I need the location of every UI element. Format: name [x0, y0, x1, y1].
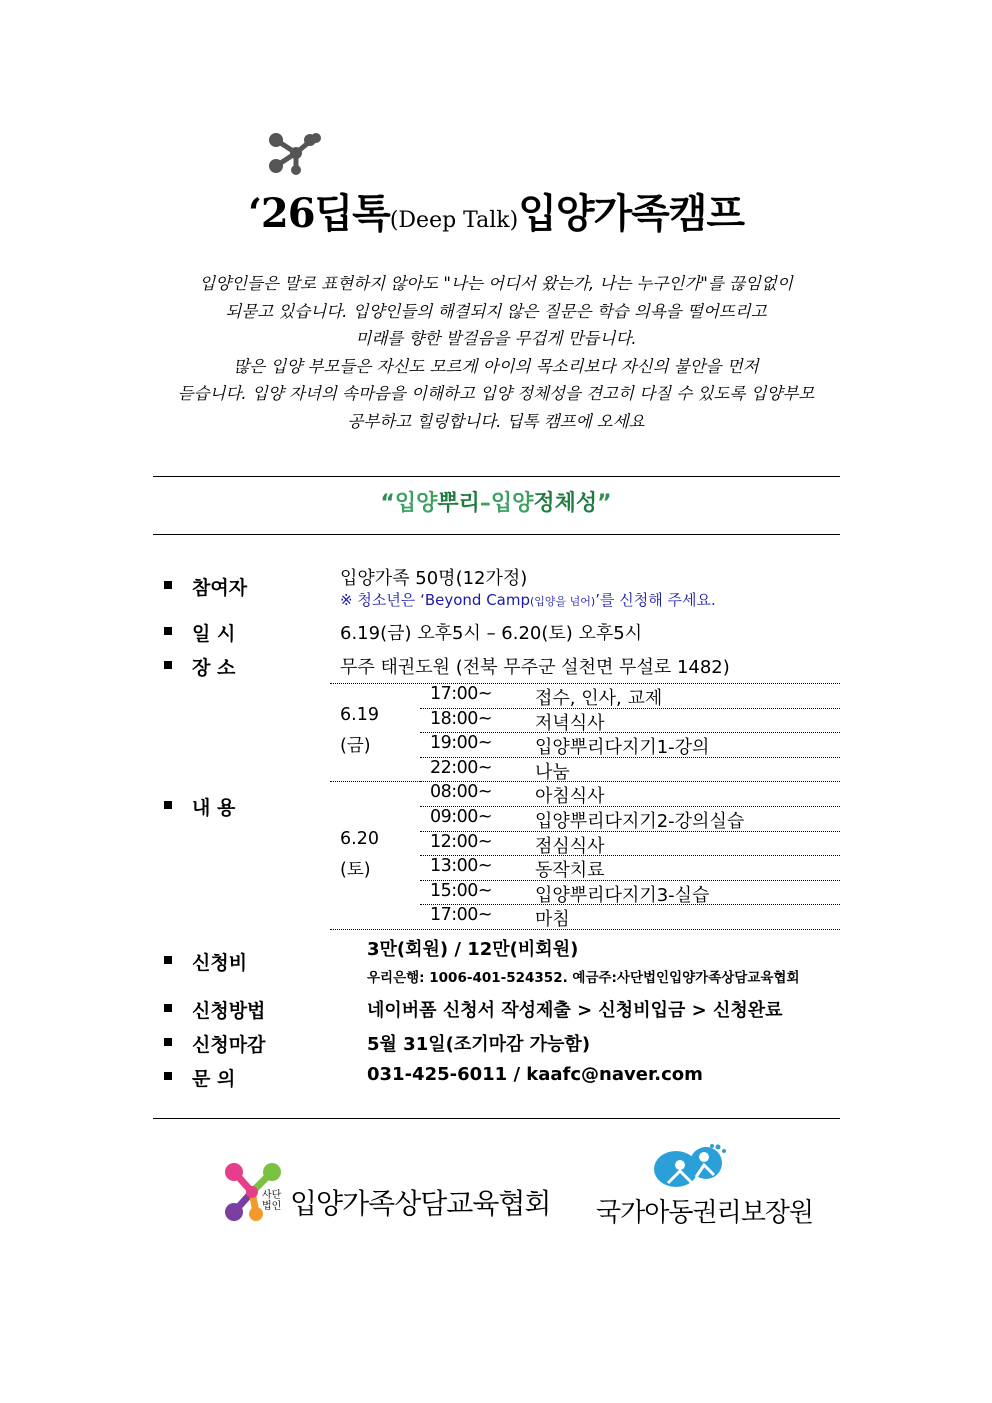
title-main-before: 딥톡: [314, 190, 390, 237]
note-text: ’를 신청해 주세요.: [595, 591, 716, 609]
bullet-icon: [164, 956, 172, 964]
divider: [153, 476, 840, 477]
schedule-activity: 마침: [535, 909, 570, 931]
title-paren: (Deep Talk): [389, 208, 519, 233]
intro-line: 입양인들은 말로 표현하지 않아도 "나는 어디서 왔는가, 나는 누구인가"를 끊임없이: [199, 274, 793, 293]
place-label: 장 소: [192, 657, 236, 679]
schedule-time: 13:00~: [430, 856, 493, 877]
org-type-line: 사단: [262, 1190, 282, 1201]
bullet-icon: [164, 1004, 172, 1012]
schedule-time: 18:00~: [430, 708, 493, 729]
schedule-time: 12:00~: [430, 831, 493, 852]
fee-bank-account: 우리은행: 1006-401-524352. 예금주:사단법인입양가족상담교육협회: [367, 970, 800, 986]
note-text: ※ 청소년은 ‘Beyond Camp: [340, 591, 531, 609]
schedule-time: 15:00~: [430, 880, 493, 901]
schedule-time: 17:00~: [430, 684, 493, 704]
day1-dow: (금): [340, 736, 371, 756]
schedule-activity: 나눔: [535, 761, 570, 783]
schedule-activity: 접수, 인사, 교제: [535, 688, 663, 709]
theme-close-quote: ”: [597, 491, 612, 516]
schedule-activity: 아침식사: [535, 786, 605, 808]
schedule-row-divider: [420, 708, 840, 709]
intro-line: 미래를 향한 발걸음을 무겁게 만듭니다.: [355, 329, 637, 348]
place-value: 무주 태권도원 (전북 무주군 설천면 무설로 1482): [340, 657, 730, 678]
intro-line: 듣습니다. 입양 자녀의 속마음을 이해하고 입양 정체성을 견고히 다질 수 있도록 입양부모: [177, 384, 815, 403]
schedule-time: 17:00~: [430, 905, 493, 926]
deadline-value: 5월 31일(조기마감 가능함): [367, 1034, 591, 1055]
theme-part: 입양: [394, 491, 438, 516]
schedule-row-divider: [420, 781, 840, 782]
schedule-row-divider: [420, 855, 840, 856]
bullet-icon: [164, 1038, 172, 1046]
schedule-row-divider: [420, 831, 840, 832]
theme-open-quote: “: [380, 491, 395, 516]
theme-dash: –: [479, 491, 491, 516]
bullet-icon: [164, 661, 172, 669]
schedule-row-divider: [420, 904, 840, 905]
day1-date: 6.19: [340, 705, 379, 725]
ncrc-logo-icon: [652, 1143, 730, 1189]
schedule-activity: 동작치료: [535, 860, 605, 882]
schedule-activity: 저녁식사: [535, 712, 605, 734]
participants-label: 참여자: [192, 577, 248, 599]
schedule-row-divider: [420, 757, 840, 758]
schedule-time: 08:00~: [430, 782, 493, 803]
fee-label: 신청비: [192, 952, 248, 974]
contact-value: 031-425-6011 / kaafc@naver.com: [367, 1064, 703, 1085]
fee-value: 3만(회원) / 12만(비회원): [367, 939, 579, 960]
date-label: 일 시: [192, 623, 236, 645]
ncrc-org-name: 국가아동권리보장원: [596, 1198, 814, 1228]
method-label: 신청방법: [192, 1000, 266, 1022]
day2-dow: (토): [340, 860, 371, 880]
org-type-line: 법인: [262, 1201, 282, 1212]
schedule-time: 09:00~: [430, 807, 493, 827]
method-value: 네이버폼 신청서 작성제출 > 신청비입금 > 신청완료: [367, 1000, 783, 1021]
schedule-row-divider: [420, 880, 840, 881]
bullet-icon: [164, 801, 172, 809]
theme-heading: [0, 486, 992, 517]
bullet-icon: [164, 1072, 172, 1080]
date-value: 6.19(금) 오후5시 – 6.20(토) 오후5시: [340, 623, 643, 644]
page-title: [0, 182, 992, 239]
title-main-after: 입양가족캠프: [518, 190, 745, 237]
content-label: 내 용: [192, 797, 236, 819]
kaafc-org-name: 입양가족상담교육협회: [290, 1187, 551, 1220]
title-year: ‘26: [247, 190, 315, 237]
theme-part: 정체성: [533, 491, 598, 516]
note-small-text: (입양을 넘어): [530, 595, 596, 608]
schedule-row-divider: [420, 806, 840, 807]
schedule-time: 19:00~: [430, 733, 493, 754]
participants-note: [340, 589, 716, 610]
intro-line: 되묻고 있습니다. 입양인들의 해결되지 않은 질문은 학습 의욕을 떨어뜨리고: [225, 301, 767, 321]
schedule-border: [330, 781, 420, 782]
participants-value: 입양가족 50명(12가정): [340, 568, 528, 589]
org-type-small-text: [262, 1190, 281, 1212]
contact-label: 문 의: [192, 1068, 236, 1090]
intro-paragraph: [150, 270, 842, 435]
divider: [153, 534, 840, 535]
intro-line: 공부하고 힐링합니다. 딥톡 캠프에 오세요: [347, 411, 645, 431]
intro-line: 많은 입양 부모들은 자신도 모르게 아이의 목소리보다 자신의 불안을 먼저: [233, 356, 759, 376]
molecule-logo-icon: [266, 128, 326, 178]
schedule-activity: 점심식사: [535, 835, 605, 857]
schedule-activity: 입양뿌리다지기2-강의실습: [535, 811, 745, 832]
bullet-icon: [164, 627, 172, 635]
day2-date: 6.20: [340, 829, 379, 849]
bullet-icon: [164, 581, 172, 589]
schedule-activity: 입양뿌리다지기3-실습: [535, 884, 710, 906]
deadline-label: 신청마감: [192, 1034, 266, 1056]
schedule-activity: 입양뿌리다지기1-강의: [535, 737, 710, 759]
schedule-time: 22:00~: [430, 757, 493, 778]
divider: [153, 1118, 840, 1119]
theme-part: 뿌리: [437, 491, 480, 516]
schedule-border: [330, 929, 840, 930]
theme-part: 입양: [490, 491, 534, 516]
schedule-row-divider: [420, 732, 840, 733]
